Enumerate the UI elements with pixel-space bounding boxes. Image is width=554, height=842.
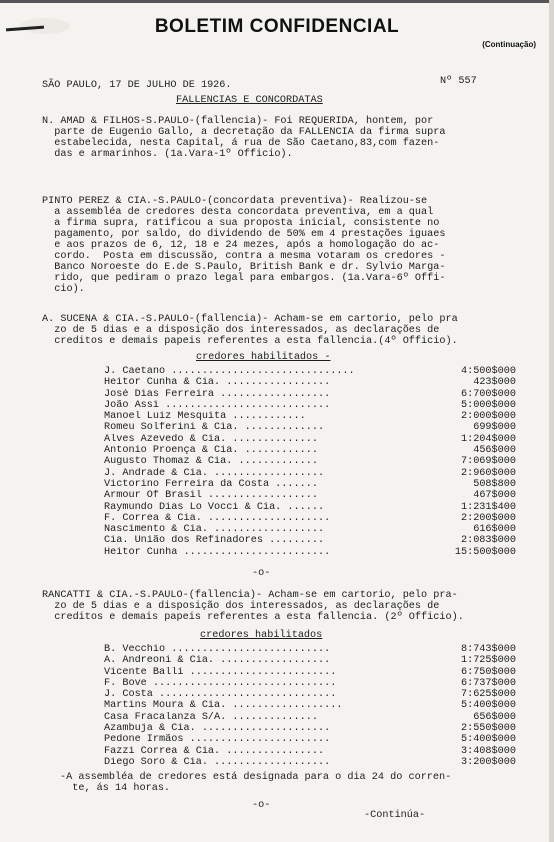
creditor-amount: 1:231$400 <box>460 501 516 513</box>
creditor-name: Fazzi Correa & Cia. ................ <box>104 745 325 757</box>
entry-rancatti <box>42 590 464 623</box>
creditor-row <box>104 456 516 467</box>
creditor-name: Heitor Cunha & Cia. ................. <box>104 377 331 389</box>
top-edge-shadow <box>0 0 554 3</box>
creditor-row <box>104 700 516 711</box>
creditor-row <box>104 712 516 723</box>
entry-line: A. SUCENA & CIA.-S.PAULO-(fallencia)- Acham-se em cartorio, pelo pra <box>42 314 458 325</box>
creditor-row <box>104 655 516 666</box>
right-edge-shadow <box>549 0 554 842</box>
creditor-amount: 5:400$000 <box>460 734 516 746</box>
creditor-name: Augusto Thomaz & Cia. ............. <box>104 456 318 468</box>
entry-line: a firma supra, ratificou a sua proposta inicial, consistente no <box>42 218 440 229</box>
creditor-amount: 1:204$000 <box>460 433 516 445</box>
creditor-row <box>104 757 516 768</box>
entry-line: rido, que pediram o prazo legal para embargos. (1a.Vara-6º Offi- <box>42 273 446 284</box>
entry-line: zo de 5 dias e a disposição dos interessados, as declarações de <box>42 601 440 612</box>
creditor-amount: 456$000 <box>473 445 516 457</box>
creditor-name: Heitor Cunha ........................ <box>104 546 331 558</box>
creditor-name: Nascimento & Cia. .................. <box>104 524 325 536</box>
entry-line: pagamento, por saldo, do dividendo de 50% em 4 prestações iguaes <box>42 229 446 240</box>
creditor-amount: 616$000 <box>473 524 516 536</box>
entry-line: Banco Noroeste do E.de S.Paulo, British Bank e dr. Sylvio Marga- <box>42 262 446 273</box>
page-title: BOLETIM CONFIDENCIAL <box>154 16 400 37</box>
creditor-name: Pedone Irmãos ....................... <box>104 734 331 746</box>
creditor-amount: 6:700$000 <box>460 388 516 400</box>
entry-line: zo de 5 dias e a disposição dos interessados, as declarações de <box>42 325 440 336</box>
creditor-name: A. Andreoni & Cia. .................. <box>104 655 331 667</box>
entry-line: PINTO PEREZ & CIA.-S.PAULO-(concordata preventiva)- Realizou-se <box>42 196 428 207</box>
closing-line: te, ás 14 horas. <box>60 783 171 794</box>
creditor-row <box>104 411 516 422</box>
creditor-name: F. Correa & Cia. .................... <box>104 512 331 524</box>
separator: -o- <box>252 800 271 811</box>
creditor-name: João Assi ........................... <box>104 399 331 411</box>
creditor-amount: 8:743$000 <box>460 644 516 655</box>
creditor-name: Antonio Proença & Cia. ............ <box>104 445 318 457</box>
creditor-amount: 2:083$000 <box>460 535 516 547</box>
creditor-name: Azambuja & Cia. ..................... <box>104 723 331 735</box>
creditor-row <box>104 734 516 745</box>
creditor-row <box>104 667 516 678</box>
creditor-name: Raymundo Dias Lo Vocci & Cia. ...... <box>104 501 325 513</box>
creditor-amount: 4:500$000 <box>460 366 516 377</box>
creditor-row <box>104 468 516 479</box>
creditor-row <box>104 689 516 700</box>
creditor-row <box>104 723 516 734</box>
creditor-row <box>104 377 516 388</box>
creditor-row <box>104 678 516 689</box>
entry-line: estabelecida, nesta Capital, á rua de São Caetano,83,com fazen- <box>42 138 440 149</box>
entry-line: creditos e demais papeis referentes a esta fallencia. (2º Officio). <box>42 612 464 623</box>
creditor-row <box>104 389 516 400</box>
creditors-table-rancatti <box>104 644 516 768</box>
entry-line: e aos prazos de 6, 12, 18 e 24 mezes, após a homologação do ac- <box>42 240 440 251</box>
creditor-name: Casa Fracalanza S/A. .............. <box>104 711 318 723</box>
creditor-amount: 3:408$000 <box>460 745 516 757</box>
creditor-amount: 6:750$000 <box>460 666 516 678</box>
creditor-row <box>104 502 516 513</box>
creditor-name: Romeu Solferini & Cia. ............. <box>104 422 325 434</box>
creditor-name: J. Costa ............................. <box>104 689 337 701</box>
creditor-row <box>104 400 516 411</box>
creditor-name: José Dias Ferreira .................. <box>104 388 331 400</box>
creditor-row <box>104 445 516 456</box>
creditor-name: Victorino Ferreira da Costa ....... <box>104 478 318 490</box>
entry-line: N. AMAD & FILHOS-S.PAULO-(fallencia)- Foi REQUERIDA, hontem, por <box>42 116 434 127</box>
creditor-amount: 7:069$000 <box>460 456 516 468</box>
creditor-amount: 2:000$000 <box>460 411 516 423</box>
continuation-label: (Continuação) <box>482 40 536 49</box>
entry-line: cio). <box>42 284 85 295</box>
creditor-row <box>104 490 516 501</box>
creditor-amount: 2:550$000 <box>460 723 516 735</box>
creditors-table-sucena <box>104 366 516 558</box>
entry-line: das e armarinhos. (1a.Vara-1º Officio). <box>42 149 293 160</box>
entry-line: RANCATTI & CIA.-S.PAULO-(fallencia)- Acham-se em cartorio, pelo pra- <box>42 590 458 601</box>
creditor-amount: 467$000 <box>473 490 516 502</box>
dateline-date: SÃO PAULO, 17 DE JULHO DE 1926. <box>42 80 232 91</box>
creditor-name: Martins Moura & Cia. .................. <box>104 700 343 712</box>
creditor-name: J. Andrade & Cia. .................. <box>104 467 325 479</box>
closing-note <box>60 772 451 794</box>
creditors-heading: credores habilitados <box>200 630 323 641</box>
separator: -o- <box>252 568 271 579</box>
creditor-amount: 2:960$000 <box>460 467 516 479</box>
bulletin-number: Nº 557 <box>440 76 477 87</box>
creditor-name: Armour Of Brasil .................. <box>104 490 318 502</box>
creditor-row <box>104 513 516 524</box>
creditor-row <box>104 644 516 655</box>
creditor-row <box>104 547 516 558</box>
creditor-name: Cia. União dos Refinadores ......... <box>104 535 325 547</box>
creditor-row <box>104 524 516 535</box>
entry-line: parte de Eugenio Gallo, a decretação da FALLENCIA da firma supra <box>42 127 446 138</box>
entry-line: cordo. Posta em discussão, contra a mesma votaram os credores - <box>42 251 446 262</box>
creditor-amount: 1:725$000 <box>460 655 516 667</box>
entry-line: a assembléa de credores desta concordata preventiva, em a qual <box>42 207 434 218</box>
creditor-name: B. Vecchio .......................... <box>104 644 331 655</box>
creditor-name: F. Bove .............................. <box>104 677 337 689</box>
creditor-row <box>104 746 516 757</box>
entry-sucena <box>42 314 458 347</box>
entry-amad <box>42 116 446 160</box>
creditor-name: Manoel Luiz Mesquita ............ <box>104 411 306 423</box>
continues-label: -Continúa- <box>364 810 426 821</box>
creditor-row <box>104 434 516 445</box>
closing-line: -A assembléa de credores está designada para o dia 24 do corren- <box>60 772 452 783</box>
creditor-row <box>104 535 516 546</box>
creditor-amount: 508$800 <box>473 478 516 490</box>
entry-pinto-perez <box>42 196 446 295</box>
creditor-amount: 3:200$000 <box>460 756 516 768</box>
creditor-amount: 423$000 <box>473 377 516 389</box>
creditor-amount: 7:625$000 <box>460 689 516 701</box>
entry-line: creditos e demais papeis referentes a esta fallencia.(4º Officio). <box>42 336 458 347</box>
creditor-amount: 5:000$000 <box>460 399 516 411</box>
creditor-amount: 699$000 <box>473 422 516 434</box>
section-title: FALLENCIAS E CONCORDATAS <box>176 95 323 106</box>
creditor-amount: 6:737$000 <box>460 677 516 689</box>
creditor-amount: 5:400$000 <box>460 700 516 712</box>
creditor-name: Alves Azevedo & Cia. .............. <box>104 433 318 445</box>
creditor-amount: 2:200$000 <box>460 512 516 524</box>
creditor-name: Vicente Balli ........................ <box>104 666 337 678</box>
creditor-row <box>104 479 516 490</box>
creditor-amount: 15:500$000 <box>454 546 516 558</box>
creditors-heading: credores habilitados - <box>196 352 331 363</box>
creditor-row <box>104 366 516 377</box>
creditor-amount: 656$000 <box>473 711 516 723</box>
creditor-row <box>104 422 516 433</box>
creditor-name: J. Caetano .............................. <box>104 366 355 377</box>
creditor-name: Diego Soro & Cia. ................... <box>104 756 331 768</box>
